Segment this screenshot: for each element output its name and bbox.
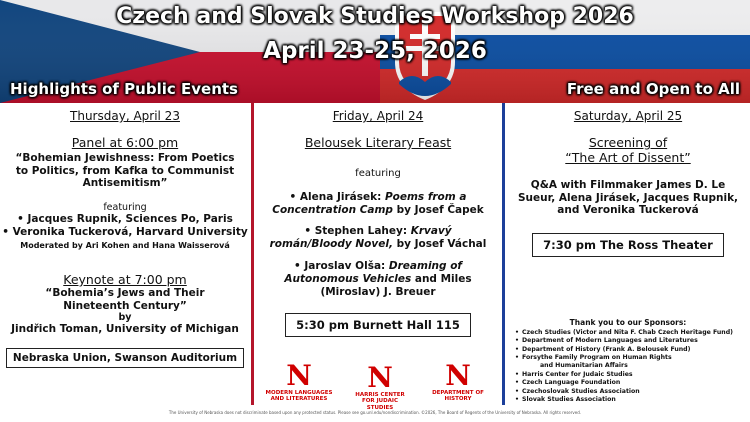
modern-languages-logo — [258, 359, 340, 403]
sponsor-item: • Slovak Studies Association — [508, 396, 748, 404]
reading-item — [256, 260, 500, 299]
panel-moderators: Moderated by Ari Kohen and Hana Waisserová — [20, 241, 230, 251]
panel-time: Panel at 6:00 pm — [71, 135, 179, 150]
harris-center-logo — [350, 361, 410, 411]
reading-item — [256, 225, 500, 251]
feast-title: Belousek Literary Feast — [304, 135, 452, 150]
reading-author: and Miles (Miroslav) J. Breuer — [320, 272, 472, 298]
panel-featuring: featuring — [103, 201, 147, 213]
reading-work: Poems from a Concentration Camp — [272, 191, 467, 217]
saturday-venue: 7:30 pm The Ross Theater — [532, 233, 724, 257]
saturday-heading: Saturday, April 25 — [573, 109, 683, 123]
keynote-time: Keynote at 7:00 pm — [63, 272, 187, 288]
reader-name: • Alena Jirásek: — [289, 191, 385, 203]
sponsor-item: • Department of Modern Languages and Literatures — [508, 337, 748, 345]
reading-author: by Josef Váchal — [392, 238, 487, 251]
feast-featuring: featuring — [355, 168, 401, 179]
workshop-title: Czech and Slovak Studies Workshop 2026 — [116, 4, 634, 29]
sponsor-item: • Department of History (Frank A. Belousek Fund) — [508, 346, 748, 354]
sponsors-list — [508, 318, 748, 404]
sponsor-item: • Czechoslovak Studies Association — [508, 388, 748, 396]
sponsor-item: and Humanitarian Affairs — [540, 362, 628, 370]
reading-item — [256, 191, 500, 217]
qa-panel: Q&A with Filmmaker James D. Le Sueur, Alena Jirásek, Jacques Rupnik, and Veronika Tuckerová — [517, 179, 739, 217]
logo-label: DEPARTMENT OF HISTORY — [432, 390, 484, 403]
sponsor-item: • Harris Center for Judaic Studies — [508, 371, 748, 379]
thursday-heading: Thursday, April 23 — [70, 109, 180, 123]
blue-divider — [502, 103, 505, 405]
thursday-column — [0, 107, 250, 407]
keynote-title: “Bohemia’s Jews and Their Nineteenth Century” — [45, 287, 205, 312]
thursday-venue: Nebraska Union, Swanson Auditorium — [6, 348, 244, 368]
reading-author: by Josef Čapek — [392, 204, 484, 217]
header-banner — [0, 0, 750, 103]
red-divider — [251, 103, 254, 405]
history-department-logo — [418, 359, 498, 403]
sponsor-item: • Czech Language Foundation — [508, 379, 748, 387]
sponsor-item: • Forsythe Family Program on Human Rights — [508, 354, 748, 362]
panel-speaker: • Jacques Rupnik, Sciences Po, Paris — [17, 212, 233, 225]
n-icon: N — [286, 359, 312, 392]
panel-title: “Bohemian Jewishness: From Poetics to Politics, from Kafka to Communist Antisemitism” — [15, 152, 235, 190]
sponsors-heading: Thank you to our Sponsors: — [569, 318, 687, 327]
screening-label: Screening of — [588, 135, 668, 150]
friday-heading: Friday, April 24 — [332, 109, 424, 123]
logo-label: MODERN LANGUAGES AND LITERATURES — [265, 390, 333, 403]
workshop-dates: April 23-25, 2026 — [263, 38, 487, 64]
legal-footer: The University of Nebraska does not discriminate based upon any protected status. Please see go.unl.edu/nondiscrimination. ©2026, The Board of Regents of the University of Nebraska. All rights reserved. — [168, 410, 582, 415]
logo-label: HARRIS CENTER FOR JUDAIC STUDIES — [355, 392, 405, 411]
n-icon: N — [367, 361, 393, 394]
highlights-label: Highlights of Public Events — [10, 80, 238, 98]
keynote-speaker: Jindřich Toman, University of Michigan — [11, 323, 239, 336]
keynote-by: by — [118, 312, 132, 324]
reader-name: • Stephen Lahey: — [304, 225, 411, 238]
panel-speaker: • Veronika Tuckerová, Harvard University — [2, 225, 248, 238]
n-icon: N — [445, 359, 471, 392]
reading-work: Krvavý román/Bloody Novel, — [269, 225, 452, 251]
film-title: “The Art of Dissent” — [565, 150, 691, 165]
reader-name: • Jaroslav Olša: — [294, 259, 389, 272]
reading-work: Dreaming of Autonomous Vehicles — [284, 259, 462, 285]
friday-venue: 5:30 pm Burnett Hall 115 — [285, 313, 471, 337]
sponsor-item: • Czech Studies (Victor and Nita F. Chab Czech Heritage Fund) — [508, 329, 748, 337]
free-open-label: Free and Open to All — [566, 80, 740, 98]
